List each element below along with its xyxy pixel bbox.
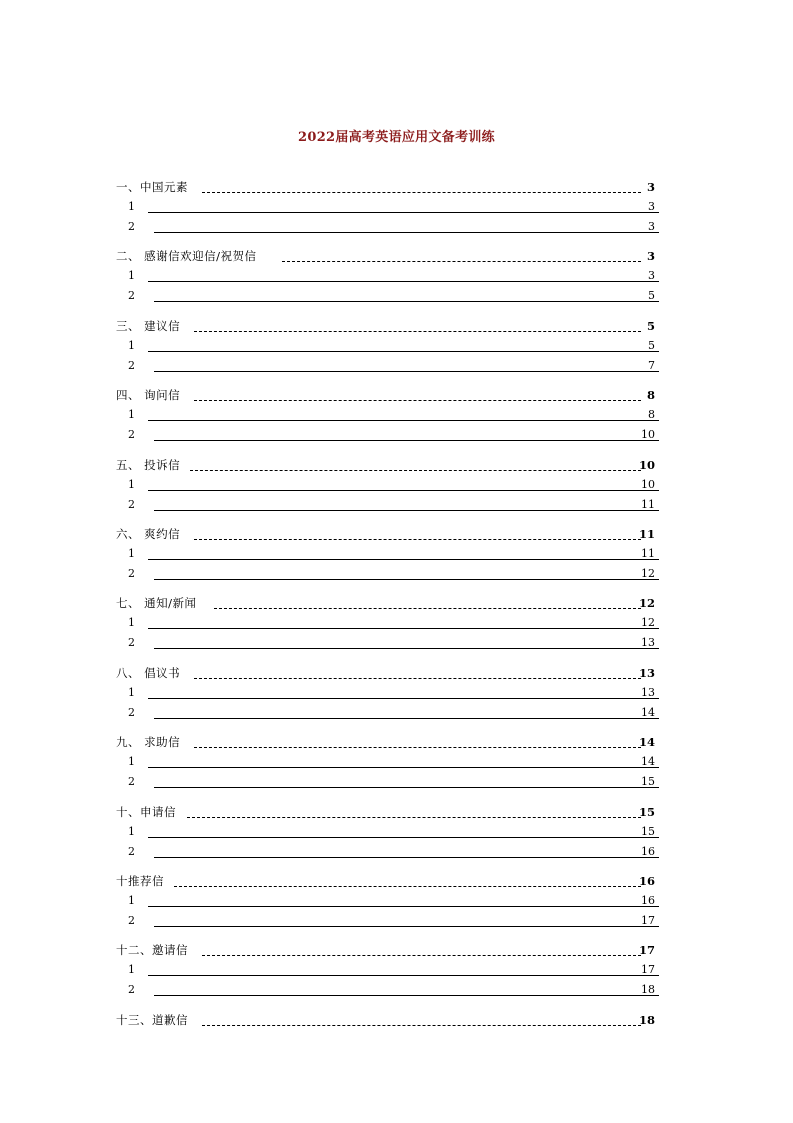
- toc-subentry-line: [148, 894, 659, 907]
- toc-subentry-line: [154, 983, 659, 996]
- toc-entry-label: 五、 投诉信: [116, 458, 181, 472]
- toc-entry-label: 九、 求助信: [116, 735, 181, 749]
- toc-subentry-line: [148, 755, 659, 768]
- toc-subentry-line: [154, 359, 659, 372]
- toc-leader-line: [202, 943, 641, 956]
- toc-entry[interactable]: [116, 319, 655, 333]
- toc-leader-line: [202, 180, 641, 193]
- toc-entry[interactable]: [116, 735, 655, 749]
- toc-entry-label: 一、中国元素: [116, 180, 188, 194]
- toc-subentry[interactable]: [128, 775, 655, 789]
- toc-subentry-page: 16: [641, 894, 655, 907]
- toc-subentry-number: 2: [128, 289, 135, 302]
- toc-entry[interactable]: [116, 388, 655, 402]
- toc-subentry[interactable]: [128, 983, 655, 997]
- toc-entry-label: 二、 感谢信欢迎信/祝贺信: [116, 249, 257, 263]
- toc-subentry[interactable]: [128, 408, 655, 422]
- toc-subentry-page: 12: [641, 567, 655, 580]
- toc-subentry-page: 5: [648, 289, 655, 302]
- toc-leader-line: [202, 1013, 641, 1026]
- toc-subentry-page: 13: [641, 636, 655, 649]
- toc-subentry[interactable]: [128, 616, 655, 630]
- toc-subentry-line: [154, 775, 659, 788]
- toc-entry-page: 10: [638, 458, 655, 472]
- toc-subentry-number: 2: [128, 220, 135, 233]
- toc-subentry-line: [154, 914, 659, 927]
- toc-entry-page: 8: [646, 388, 655, 402]
- toc-entry-page: 3: [646, 180, 655, 194]
- toc-subentry-line: [154, 636, 659, 649]
- toc-subentry-number: 1: [128, 894, 135, 907]
- toc-subentry-line: [154, 845, 659, 858]
- toc-subentry-number: 1: [128, 200, 135, 213]
- toc-subentry[interactable]: [128, 706, 655, 720]
- toc-entry[interactable]: [116, 1013, 655, 1027]
- toc-subentry-number: 2: [128, 636, 135, 649]
- toc-leader-line: [187, 805, 641, 818]
- toc-subentry-line: [154, 220, 659, 233]
- toc-subentry[interactable]: [128, 359, 655, 373]
- toc-entry-page: 15: [638, 805, 655, 819]
- toc-subentry-line: [154, 289, 659, 302]
- toc-subentry[interactable]: [128, 636, 655, 650]
- toc-entry[interactable]: [116, 666, 655, 680]
- toc-entry-page: 13: [638, 666, 655, 680]
- toc-subentry-page: 8: [648, 408, 655, 421]
- toc-entry[interactable]: [116, 943, 655, 957]
- toc-leader-line: [194, 666, 641, 679]
- toc-leader-line: [194, 735, 641, 748]
- toc-subentry-page: 12: [641, 616, 655, 629]
- toc-subentry-number: 1: [128, 825, 135, 838]
- toc-entry-page: 3: [646, 249, 655, 263]
- toc-subentry-page: 17: [641, 914, 655, 927]
- toc-subentry-page: 10: [641, 428, 655, 441]
- toc-entry-label: 三、 建议信: [116, 319, 181, 333]
- toc-subentry[interactable]: [128, 963, 655, 977]
- toc-leader-line: [194, 527, 641, 540]
- toc-subentry-line: [148, 339, 659, 352]
- toc-subentry[interactable]: [128, 686, 655, 700]
- toc-subentry-number: 1: [128, 269, 135, 282]
- toc-entry-label: 十二、邀请信: [116, 943, 188, 957]
- toc-entry-page: 17: [638, 943, 655, 957]
- toc-subentry-page: 16: [641, 845, 655, 858]
- toc-subentry[interactable]: [128, 498, 655, 512]
- toc-entry-label: 十三、道歉信: [116, 1013, 188, 1027]
- toc-subentry-line: [148, 686, 659, 699]
- toc-entry[interactable]: [116, 458, 655, 472]
- toc-subentry-number: 1: [128, 686, 135, 699]
- toc-subentry-page: 17: [641, 963, 655, 976]
- document-title: 2022届高考英语应用文备考训练: [298, 130, 495, 145]
- toc-subentry-number: 2: [128, 498, 135, 511]
- toc-subentry[interactable]: [128, 825, 655, 839]
- toc-entry-page: 18: [638, 1013, 655, 1027]
- toc-entry-label: 六、 爽约信: [116, 527, 181, 541]
- toc-subentry[interactable]: [128, 428, 655, 442]
- toc-subentry-line: [154, 706, 659, 719]
- toc-subentry-page: 15: [641, 825, 655, 838]
- toc-subentry-number: 2: [128, 428, 135, 441]
- toc-leader-line: [174, 874, 641, 887]
- toc-subentry[interactable]: [128, 755, 655, 769]
- toc-subentry-page: 18: [641, 983, 655, 996]
- toc-subentry[interactable]: [128, 339, 655, 353]
- toc-subentry-number: 2: [128, 775, 135, 788]
- toc-leader-line: [194, 388, 641, 401]
- toc-subentry-line: [154, 567, 659, 580]
- toc-leader-line: [214, 596, 641, 609]
- toc-entry-page: 5: [646, 319, 655, 333]
- toc-subentry-number: 1: [128, 478, 135, 491]
- toc-subentry-page: 11: [641, 547, 655, 560]
- toc-subentry-number: 2: [128, 359, 135, 372]
- toc-leader-line: [282, 249, 641, 262]
- toc-subentry-page: 3: [648, 269, 655, 282]
- toc-subentry-number: 2: [128, 567, 135, 580]
- toc-subentry[interactable]: [128, 914, 655, 928]
- toc-leader-line: [194, 319, 641, 332]
- toc-subentry[interactable]: [128, 289, 655, 303]
- toc-subentry-page: 11: [641, 498, 655, 511]
- toc-subentry-page: 14: [641, 706, 655, 719]
- toc-subentry-page: 14: [641, 755, 655, 768]
- toc-subentry-number: 2: [128, 914, 135, 927]
- toc-subentry-line: [148, 408, 659, 421]
- toc-subentry-number: 2: [128, 983, 135, 996]
- toc-subentry-page: 13: [641, 686, 655, 699]
- toc-subentry-page: 7: [648, 359, 655, 372]
- toc-subentry-page: 15: [641, 775, 655, 788]
- toc-subentry-line: [148, 478, 659, 491]
- toc-subentry[interactable]: [128, 200, 655, 214]
- toc-entry-label: 十、申请信: [116, 805, 176, 819]
- toc-entry-page: 14: [638, 735, 655, 749]
- toc-subentry-page: 10: [641, 478, 655, 491]
- toc-entry[interactable]: [116, 596, 655, 610]
- toc-subentry-line: [154, 428, 659, 441]
- toc-subentry-line: [148, 547, 659, 560]
- toc-entry[interactable]: [116, 874, 655, 888]
- toc-subentry-line: [148, 616, 659, 629]
- toc-entry-label: 八、 倡议书: [116, 666, 181, 680]
- toc-entry[interactable]: [116, 180, 655, 194]
- toc-subentry[interactable]: [128, 894, 655, 908]
- toc-entry-label: 十推荐信: [116, 874, 164, 888]
- toc-subentry-number: 2: [128, 845, 135, 858]
- toc-subentry[interactable]: [128, 845, 655, 859]
- toc-entry-page: 16: [638, 874, 655, 888]
- toc-subentry[interactable]: [128, 478, 655, 492]
- toc-subentry-number: 1: [128, 408, 135, 421]
- toc-entry[interactable]: [116, 249, 655, 263]
- toc-subentry-number: 1: [128, 755, 135, 768]
- toc-subentry-line: [154, 498, 659, 511]
- toc-subentry-number: 1: [128, 547, 135, 560]
- toc-subentry-line: [148, 269, 659, 282]
- toc-subentry[interactable]: [128, 269, 655, 283]
- toc-subentry[interactable]: [128, 547, 655, 561]
- toc-subentry-page: 5: [648, 339, 655, 352]
- toc-subentry-page: 3: [648, 200, 655, 213]
- toc-subentry-line: [148, 825, 659, 838]
- toc-entry-page: 11: [638, 527, 655, 541]
- toc-entry-label: 四、 询问信: [116, 388, 181, 402]
- toc-entry-label: 七、 通知/新闻: [116, 596, 197, 610]
- toc-entry-page: 12: [638, 596, 655, 610]
- toc-subentry-number: 1: [128, 616, 135, 629]
- toc-subentry-number: 1: [128, 339, 135, 352]
- toc-subentry-page: 3: [648, 220, 655, 233]
- toc-subentry-line: [148, 963, 659, 976]
- toc-subentry[interactable]: [128, 220, 655, 234]
- toc-subentry[interactable]: [128, 567, 655, 581]
- toc-subentry-number: 1: [128, 963, 135, 976]
- toc-subentry-line: [148, 200, 659, 213]
- toc-entry[interactable]: [116, 527, 655, 541]
- toc-subentry-number: 2: [128, 706, 135, 719]
- toc-entry[interactable]: [116, 805, 655, 819]
- toc-leader-line: [190, 458, 641, 471]
